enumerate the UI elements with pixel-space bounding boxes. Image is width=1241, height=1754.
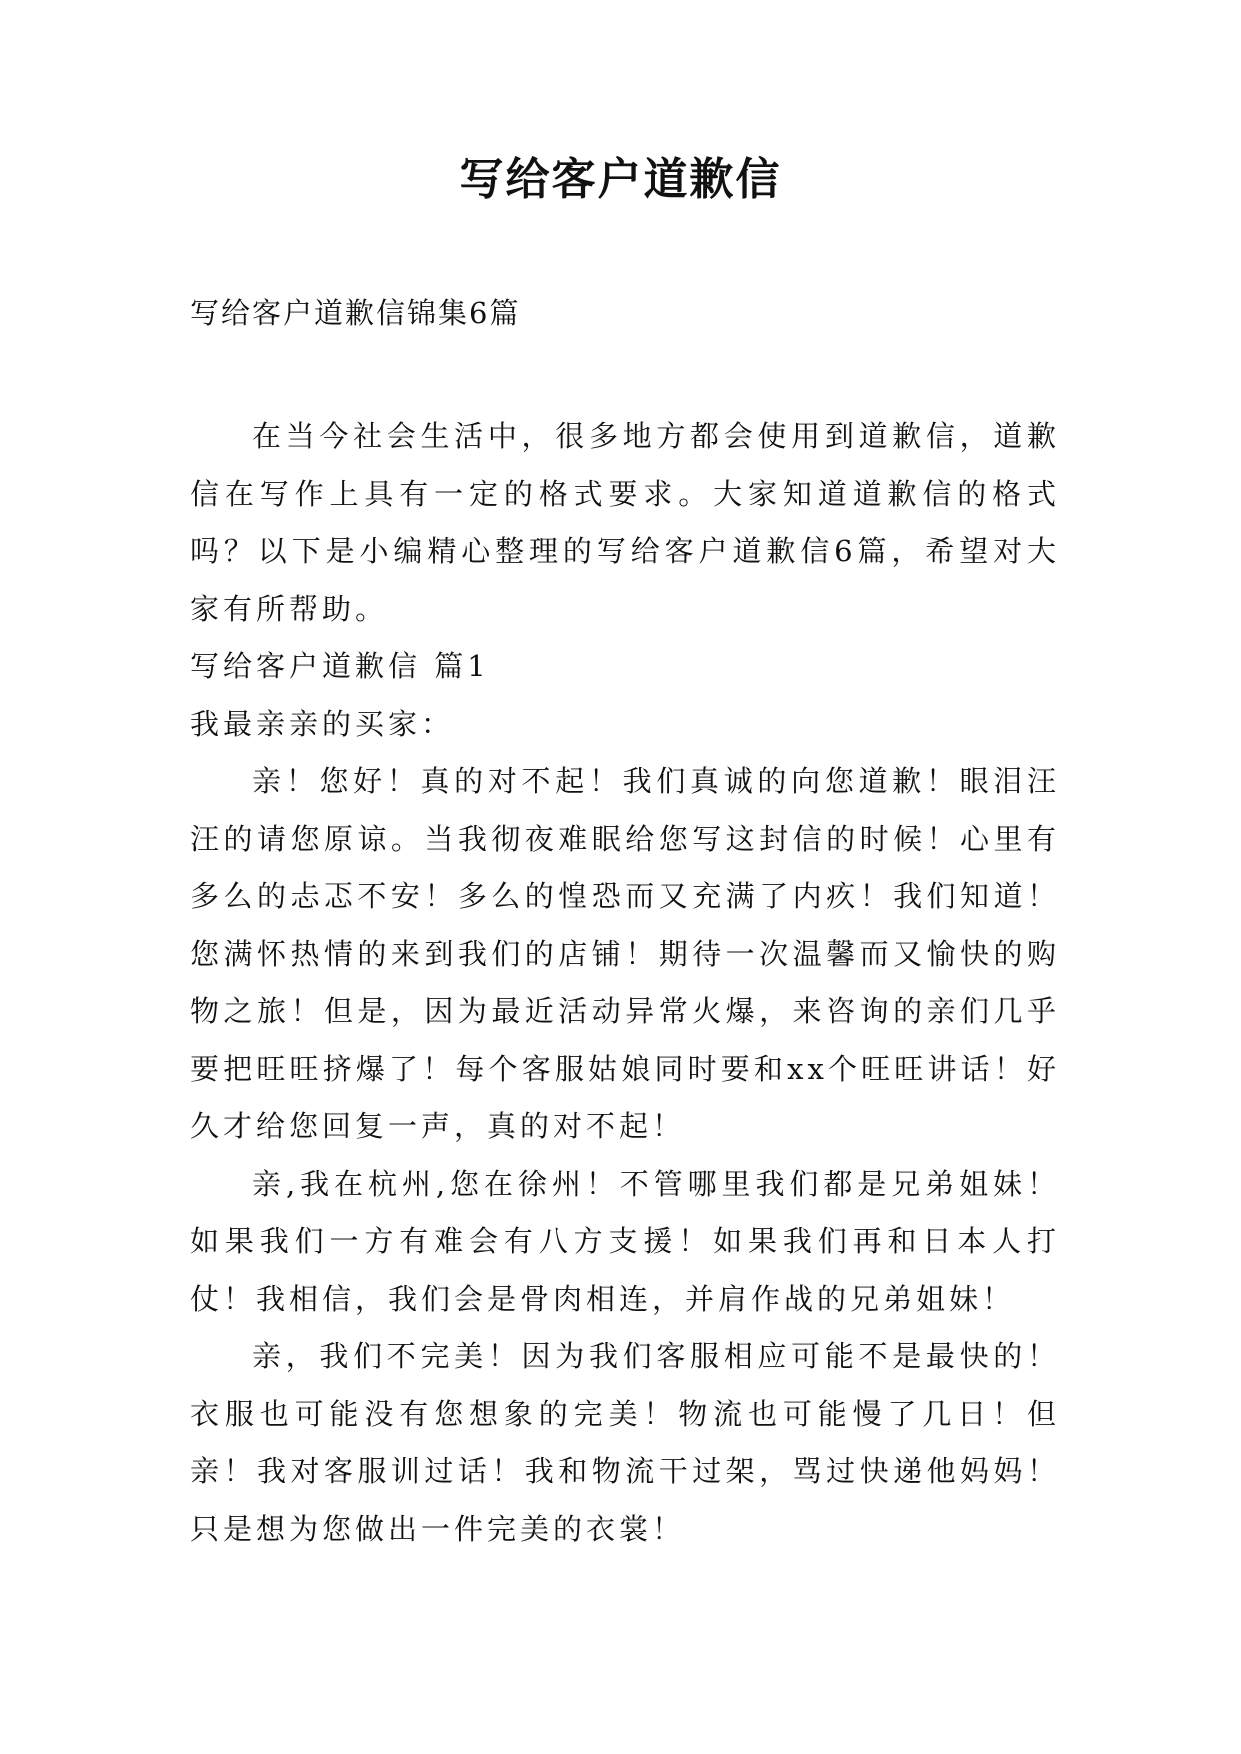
document-subtitle: 写给客户道歉信锦集6篇: [190, 296, 521, 330]
section-heading: 写给客户道歉信 篇1: [190, 649, 490, 683]
document-body: [190, 408, 1060, 1558]
paragraph: 亲，我们不完美！因为我们客服相应可能不是最快的！衣服也可能没有您想象的完美！物流也可能慢了几日！但亲！我对客服训过话！我和物流干过架，骂过快递他妈妈！只是想为您做出一件完美的衣裳！: [190, 1339, 1060, 1546]
letter-salutation: 我最亲亲的买家：: [190, 706, 455, 741]
paragraph-intro: 在当今社会生活中，很多地方都会使用到道歉信，道歉信在写作上具有一定的格式要求。大家知道道歉信的格式吗？以下是小编精心整理的写给客户道歉信6篇，希望对大家有所帮助。: [190, 419, 1060, 626]
paragraph: 亲,我在杭州,您在徐州！不管哪里我们都是兄弟姐妹！如果我们一方有难会有八方支援！如果我们再和日本人打仗！我相信，我们会是骨肉相连，并肩作战的兄弟姐妹！: [190, 1166, 1060, 1316]
paragraph: 亲！您好！真的对不起！我们真诚的向您道歉！眼泪汪汪的请您原谅。当我彻夜难眠给您写这封信的时候！心里有多么的忐忑不安！多么的惶恐而又充满了内疚！我们知道！您满怀热情的来到我们的店铺！期待一次温馨而又愉快的购物之旅！但是，因为最近活动异常火爆，来咨询的亲们几乎要把旺旺挤爆了！每个客服姑娘同时要和xx个旺旺讲话！好久才给您回复一声，真的对不起！: [190, 764, 1060, 1143]
document-title: 写给客户道歉信: [459, 154, 782, 205]
